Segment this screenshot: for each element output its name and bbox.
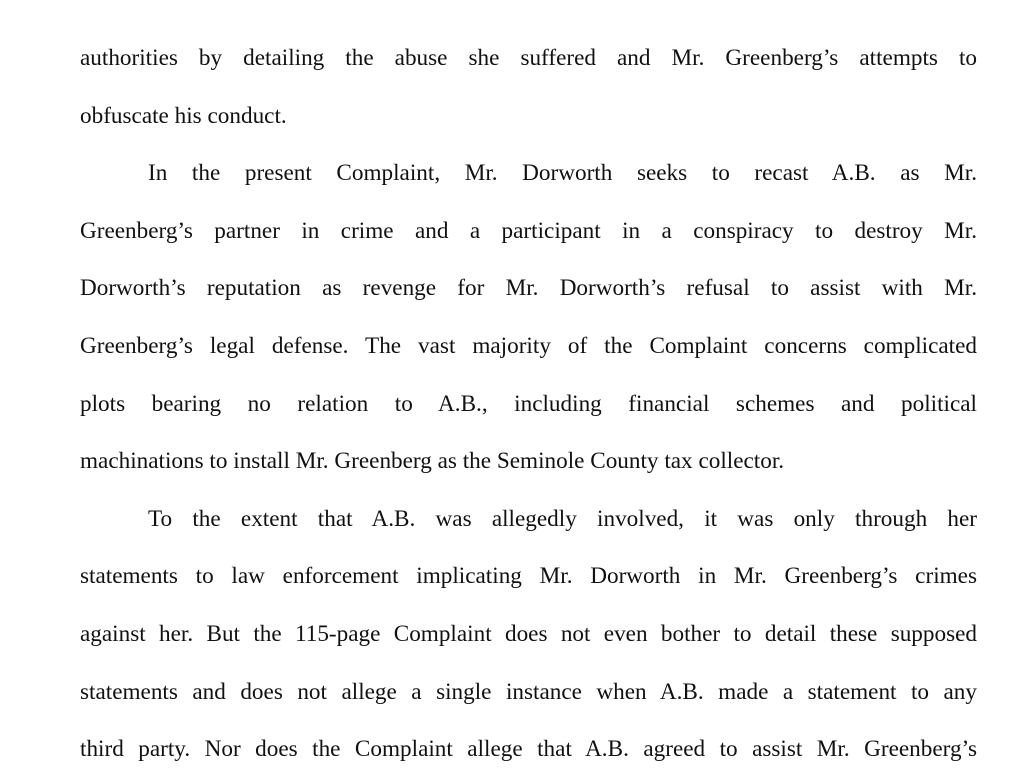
text-line: In the present Complaint, Mr. Dorworth seeks to recast A.B. as Mr. xyxy=(148,160,977,187)
text-line: against her. But the 115-page Complaint does not even bother to detail these supposed xyxy=(80,620,977,647)
text-line: third party. Nor does the Complaint allege that A.B. agreed to assist Mr. Greenberg’s xyxy=(80,736,977,763)
text-line: statements and does not allege a single instance when A.B. made a statement to any xyxy=(80,678,977,705)
text-line: statements to law enforcement implicating Mr. Dorworth in Mr. Greenberg’s crimes xyxy=(80,563,977,590)
text-line: plots bearing no relation to A.B., including financial schemes and political xyxy=(80,390,977,417)
text-line: Greenberg’s partner in crime and a participant in a conspiracy to destroy Mr. xyxy=(80,217,977,244)
paragraph-3 xyxy=(80,491,977,779)
text-line: machinations to install Mr. Greenberg as the Seminole County tax collector. xyxy=(80,448,785,475)
text-line: authorities by detailing the abuse she suffered and Mr. Greenberg’s attempts to xyxy=(80,45,977,71)
paragraph-2 xyxy=(80,145,977,491)
document-page xyxy=(80,30,977,779)
text-line: Greenberg’s legal defense. The vast majority of the Complaint concerns complicated xyxy=(80,332,977,359)
paragraph-1 xyxy=(80,30,977,145)
text-line: obfuscate his conduct. xyxy=(80,102,287,129)
text-line: Dorworth’s reputation as revenge for Mr. Dorworth’s refusal to assist with Mr. xyxy=(80,275,977,302)
text-line: To the extent that A.B. was allegedly involved, it was only through her xyxy=(148,505,977,532)
